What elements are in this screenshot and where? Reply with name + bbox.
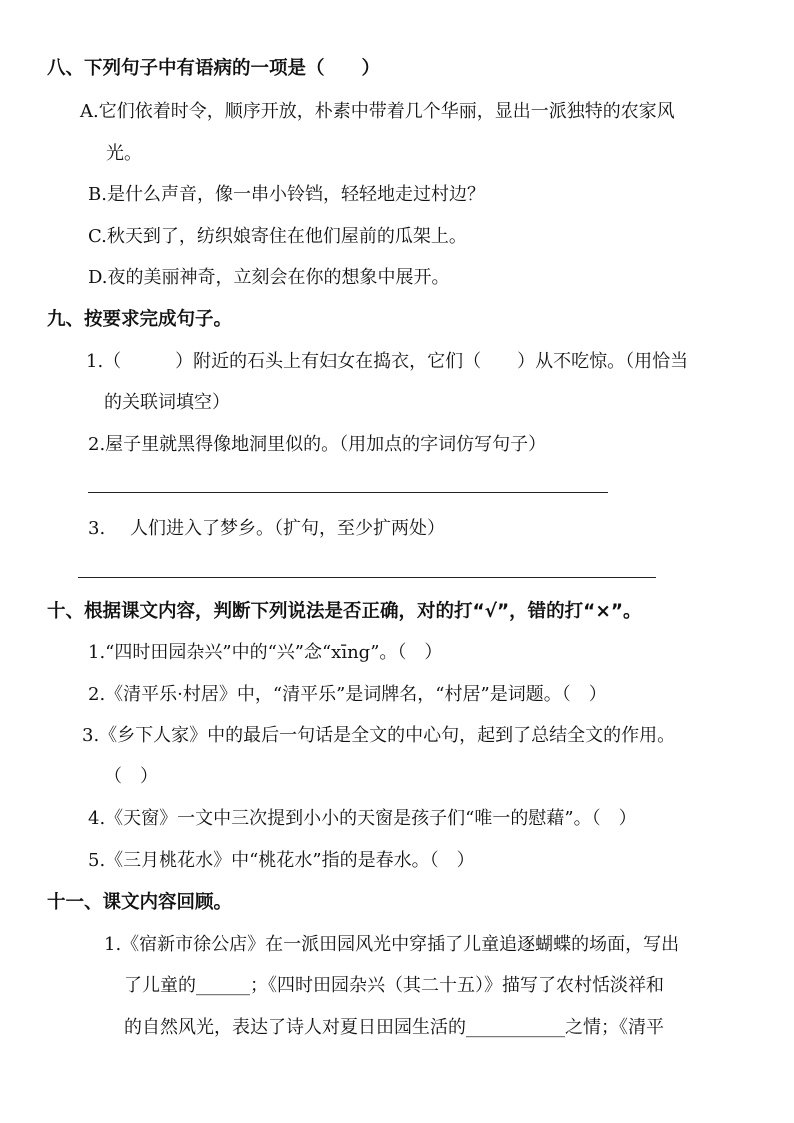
q9-3-number: 3.: [88, 518, 106, 539]
q10-3-line2: （ ）: [104, 766, 158, 787]
section10-title: 十、根据课文内容，判断下列说法是否正确，对的打“√”，错的打“×”。: [47, 601, 642, 622]
q11-1-line3: 的自然风光，表达了诗人对夏日田园生活的___________之情；《清平: [124, 1017, 664, 1038]
section11-title: 十一、课文内容回顾。: [47, 892, 233, 913]
q11-1-line2: 了儿童的______；《四时田园杂兴（其二十五）》描写了农村恬淡祥和: [124, 975, 664, 996]
section9-title: 九、按要求完成句子。: [47, 309, 233, 330]
q10-2: 2.《清平乐·村居》中，“清平乐”是词牌名，“村居”是词题。（ ）: [88, 684, 607, 705]
answer-line-q9-2[interactable]: [88, 492, 608, 493]
q10-5: 5.《三月桃花水》中“桃花水”指的是春水。（ ）: [88, 850, 475, 871]
q9-3-text: 人们进入了梦乡。（扩句，至少扩两处）: [130, 518, 445, 539]
option-a-line1: A.它们依着时令，顺序开放，朴素中带着几个华丽，显出一派独特的农家风: [80, 101, 675, 122]
q10-3-line1: 3.《乡下人家》中的最后一句话是全文的中心句，起到了总结全文的作用。: [82, 725, 676, 746]
q9-1-line1: 1.（ ）附近的石头上有妇女在捣衣，它们（ ）从不吃惊。（用恰当: [86, 351, 689, 372]
option-d: D.夜的美丽神奇，立刻会在你的想象中展开。: [88, 267, 450, 288]
section8-title: 八、下列句子中有语病的一项是（ ）: [47, 58, 381, 79]
q9-1-line2: 的关联词填空）: [104, 392, 230, 413]
answer-line-q9-3[interactable]: [78, 577, 656, 578]
q10-4: 4.《天窗》一文中三次提到小小的天窗是孩子们“唯一的慰藉”。（ ）: [88, 808, 637, 829]
option-b: B.是什么声音，像一串小铃铛，轻轻地走过村边？: [88, 184, 485, 205]
q9-2: 2.屋子里就黑得像地洞里似的。（用加点的字词仿写句子）: [88, 434, 547, 455]
q10-1: 1.“四时田园杂兴”中的“兴”念“xīng”。（ ）: [88, 642, 443, 663]
q11-1-line1: 1.《宿新市徐公店》在一派田园风光中穿插了儿童追逐蝴蝶的场面，写出: [104, 934, 680, 955]
option-a-line2: 光。: [106, 143, 142, 164]
option-c: C.秋天到了，纺织娘寄住在他们屋前的瓜架上。: [88, 226, 467, 247]
